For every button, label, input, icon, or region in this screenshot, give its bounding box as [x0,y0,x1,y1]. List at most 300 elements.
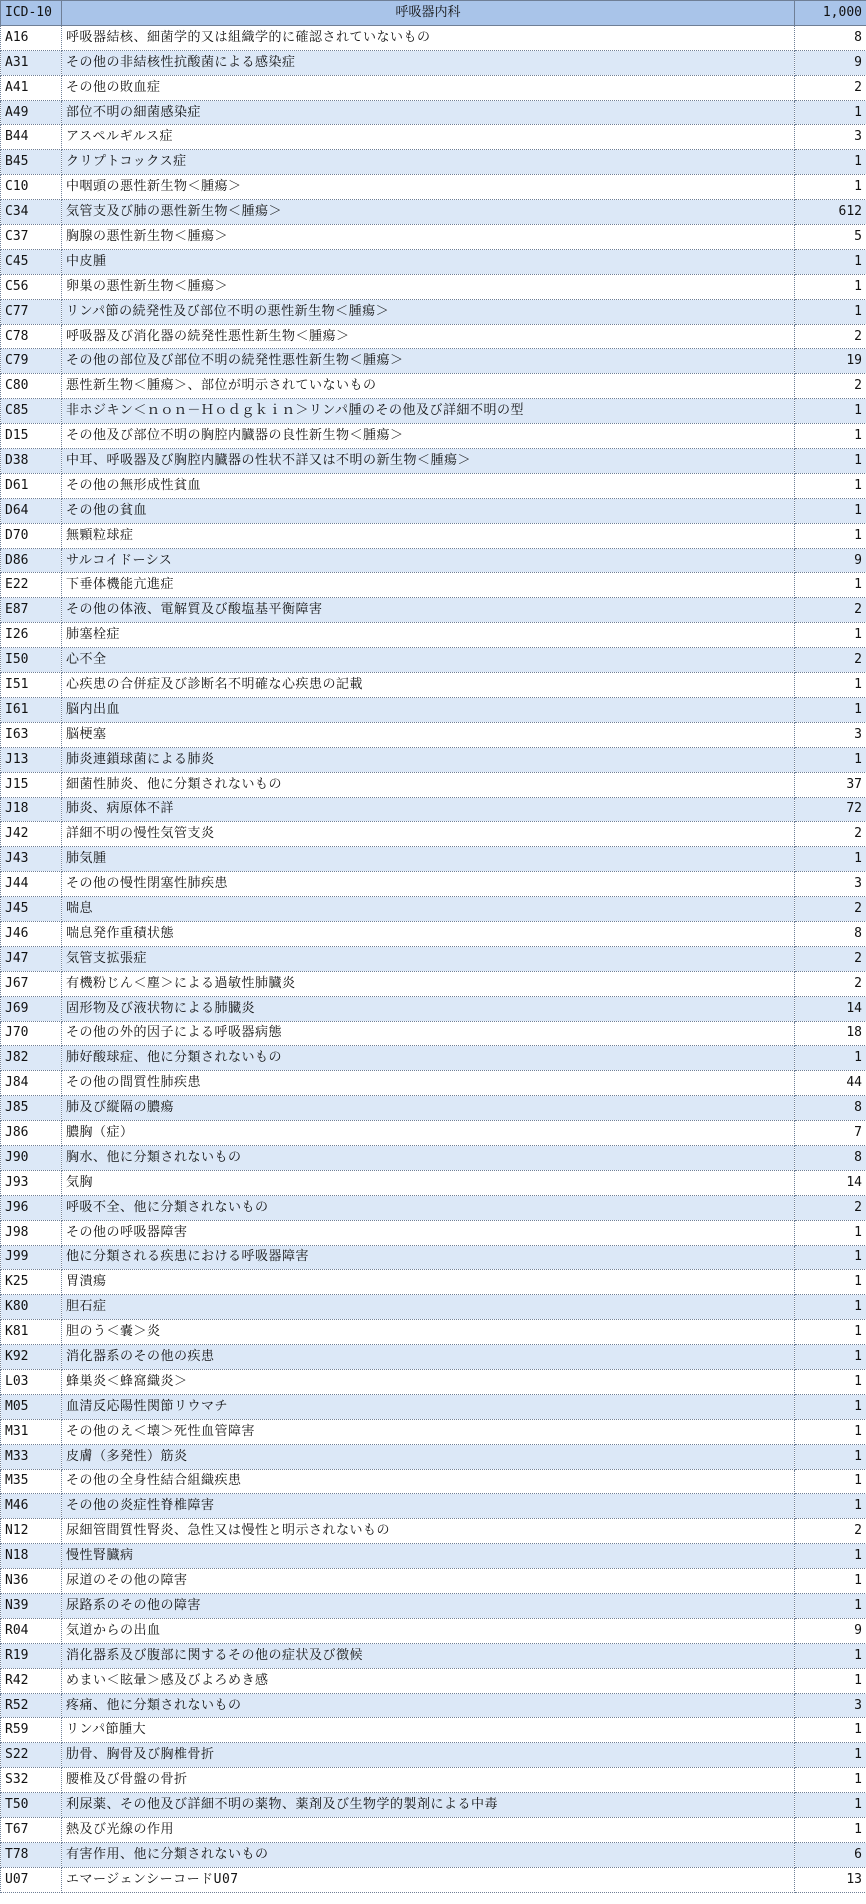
diagnosis-name-cell: 肺気腫 [62,847,795,872]
icd-code-cell: I51 [1,673,62,698]
table-row [1,772,866,797]
case-count-cell: 1 [795,473,866,498]
diagnosis-name-cell: 疼痛、他に分類されないもの [62,1693,795,1718]
table-row [1,349,866,374]
icd-code-cell: M05 [1,1394,62,1419]
diagnosis-name-cell: 尿細管間質性腎炎、急性又は慢性と明示されないもの [62,1519,795,1544]
diagnosis-name-cell: 脳内出血 [62,697,795,722]
case-count-cell: 1 [795,697,866,722]
case-count-cell: 1 [795,847,866,872]
diagnosis-name-cell: 喘息 [62,897,795,922]
case-count-cell: 1 [795,1419,866,1444]
table-row [1,449,866,474]
icd-code-cell: D38 [1,449,62,474]
case-count-cell: 1 [795,573,866,598]
icd-code-cell: J82 [1,1046,62,1071]
icd-code-cell: E22 [1,573,62,598]
case-count-cell: 1 [795,1594,866,1619]
diagnosis-name-cell: 気管支及び肺の悪性新生物＜腫瘍＞ [62,200,795,225]
icd-code-cell: J98 [1,1220,62,1245]
diagnosis-name-cell: 消化器系のその他の疾患 [62,1345,795,1370]
table-row [1,299,866,324]
case-count-cell: 1 [795,1643,866,1668]
diagnosis-name-cell: その他のえ＜壊＞死性血管障害 [62,1419,795,1444]
case-count-cell: 14 [795,1170,866,1195]
table-row [1,971,866,996]
diagnosis-name-cell: その他の外的因子による呼吸器病態 [62,1021,795,1046]
icd-code-cell: R52 [1,1693,62,1718]
table-row [1,872,866,897]
diagnosis-name-cell: 細菌性肺炎、他に分類されないもの [62,772,795,797]
diagnosis-name-cell: 呼吸器及び消化器の続発性悪性新生物＜腫瘍＞ [62,324,795,349]
icd-code-cell: J85 [1,1096,62,1121]
case-count-cell: 1 [795,424,866,449]
table-row [1,424,866,449]
diagnosis-name-cell: その他の呼吸器障害 [62,1220,795,1245]
table-row [1,25,866,50]
diagnosis-name-cell: 胸腺の悪性新生物＜腫瘍＞ [62,225,795,250]
icd-code-cell: K80 [1,1295,62,1320]
header-department: 呼吸器内科 [62,1,795,26]
diagnosis-name-cell: 胸水、他に分類されないもの [62,1145,795,1170]
diagnosis-name-cell: 有害作用、他に分類されないもの [62,1842,795,1867]
case-count-cell: 13 [795,1867,866,1892]
case-count-cell: 2 [795,1195,866,1220]
case-count-cell: 1 [795,1743,866,1768]
icd-code-cell: N18 [1,1544,62,1569]
case-count-cell: 5 [795,225,866,250]
diagnosis-name-cell: 皮膚（多発性）筋炎 [62,1444,795,1469]
diagnosis-name-cell: 肺及び縦隔の膿瘍 [62,1096,795,1121]
case-count-cell: 1 [795,1768,866,1793]
case-count-cell: 1 [795,1295,866,1320]
table-row [1,1544,866,1569]
table-row [1,1444,866,1469]
diagnosis-name-cell: 消化器系及び腹部に関するその他の症状及び徴候 [62,1643,795,1668]
icd-code-cell: J43 [1,847,62,872]
icd-code-cell: T67 [1,1818,62,1843]
icd-code-cell: K92 [1,1345,62,1370]
table-row [1,1145,866,1170]
icd-code-cell: J84 [1,1071,62,1096]
diagnosis-name-cell: 利尿薬、その他及び詳細不明の薬物、薬剤及び生物学的製剤による中毒 [62,1793,795,1818]
table-row [1,847,866,872]
diagnosis-name-cell: 慢性腎臓病 [62,1544,795,1569]
case-count-cell: 1 [795,399,866,424]
icd-code-cell: L03 [1,1369,62,1394]
diagnosis-name-cell: 喘息発作重積状態 [62,921,795,946]
table-row [1,1394,866,1419]
case-count-cell: 2 [795,75,866,100]
table-row [1,1519,866,1544]
case-count-cell: 2 [795,598,866,623]
diagnosis-name-cell: 肺好酸球症、他に分類されないもの [62,1046,795,1071]
diagnosis-name-cell: めまい＜眩暈＞感及びよろめき感 [62,1668,795,1693]
table-row [1,722,866,747]
table-row [1,75,866,100]
table-row [1,1469,866,1494]
icd-code-cell: M33 [1,1444,62,1469]
case-count-cell: 1 [795,150,866,175]
table-row [1,1668,866,1693]
case-count-cell: 1 [795,1469,866,1494]
case-count-cell: 1 [795,1444,866,1469]
icd-code-cell: K25 [1,1270,62,1295]
icd-code-cell: N36 [1,1569,62,1594]
case-count-cell: 1 [795,1046,866,1071]
table-row [1,1046,866,1071]
diagnosis-name-cell: 肺塞栓症 [62,623,795,648]
table-row [1,673,866,698]
table-row [1,1270,866,1295]
table-row [1,324,866,349]
table-row [1,274,866,299]
diagnosis-name-cell: 有機粉じん＜塵＞による過敏性肺臓炎 [62,971,795,996]
diagnosis-name-cell: 他に分類される疾患における呼吸器障害 [62,1245,795,1270]
diagnosis-name-cell: その他の部位及び部位不明の続発性悪性新生物＜腫瘍＞ [62,349,795,374]
table-row [1,573,866,598]
diagnosis-name-cell: その他の間質性肺疾患 [62,1071,795,1096]
diagnosis-name-cell: その他の炎症性脊椎障害 [62,1494,795,1519]
icd-code-cell: J69 [1,996,62,1021]
table-row [1,1793,866,1818]
icd-code-cell: A49 [1,100,62,125]
diagnosis-name-cell: 胆石症 [62,1295,795,1320]
diagnosis-name-cell: その他の全身性結合組織疾患 [62,1469,795,1494]
case-count-cell: 7 [795,1121,866,1146]
table-row [1,797,866,822]
table-row [1,648,866,673]
table-row [1,623,866,648]
diagnosis-name-cell: 中咽頭の悪性新生物＜腫瘍＞ [62,175,795,200]
diagnosis-name-cell: アスペルギルス症 [62,125,795,150]
case-count-cell: 1 [795,100,866,125]
table-row [1,1320,866,1345]
icd-code-cell: S22 [1,1743,62,1768]
case-count-cell: 6 [795,1842,866,1867]
icd-code-cell: D61 [1,473,62,498]
diagnosis-name-cell: 胃潰瘍 [62,1270,795,1295]
case-count-cell: 1 [795,1320,866,1345]
table-row [1,1842,866,1867]
case-count-cell: 1 [795,175,866,200]
icd-code-cell: J46 [1,921,62,946]
icd-code-cell: J70 [1,1021,62,1046]
case-count-cell: 1 [795,1494,866,1519]
diagnosis-name-cell: 肺炎連鎖球菌による肺炎 [62,747,795,772]
diagnosis-name-cell: 固形物及び液状物による肺臓炎 [62,996,795,1021]
table-row [1,1345,866,1370]
icd-code-cell: I50 [1,648,62,673]
table-row [1,473,866,498]
table-row [1,822,866,847]
case-count-cell: 1 [795,1270,866,1295]
diagnosis-name-cell: その他の貧血 [62,498,795,523]
icd-code-cell: C34 [1,200,62,225]
icd-code-cell: K81 [1,1320,62,1345]
diagnosis-name-cell: 非ホジキン＜ｎｏｎ－Ｈｏｄｇｋｉｎ＞リンパ腫のその他及び詳細不明の型 [62,399,795,424]
table-row [1,399,866,424]
case-count-cell: 1 [795,1220,866,1245]
table-row [1,1170,866,1195]
case-count-cell: 1 [795,1793,866,1818]
diagnosis-name-cell: 腰椎及び骨盤の骨折 [62,1768,795,1793]
icd-code-cell: A31 [1,50,62,75]
icd-code-cell: U07 [1,1867,62,1892]
table-row [1,50,866,75]
table-row [1,523,866,548]
diagnosis-name-cell: 肺炎、病原体不詳 [62,797,795,822]
table-row [1,1743,866,1768]
icd-code-cell: C45 [1,249,62,274]
icd-code-cell: T78 [1,1842,62,1867]
icd-code-cell: D64 [1,498,62,523]
table-row [1,1071,866,1096]
case-count-cell: 1 [795,1245,866,1270]
table-row [1,946,866,971]
case-count-cell: 3 [795,125,866,150]
diagnosis-name-cell: 呼吸不全、他に分類されないもの [62,1195,795,1220]
case-count-cell: 2 [795,1519,866,1544]
case-count-cell: 2 [795,897,866,922]
case-count-cell: 72 [795,797,866,822]
case-count-cell: 1 [795,249,866,274]
diagnosis-name-cell: その他の慢性閉塞性肺疾患 [62,872,795,897]
case-count-cell: 44 [795,1071,866,1096]
icd-code-cell: C56 [1,274,62,299]
table-row [1,598,866,623]
case-count-cell: 8 [795,1145,866,1170]
case-count-cell: 19 [795,349,866,374]
diagnosis-name-cell: その他及び部位不明の胸腔内臓器の良性新生物＜腫瘍＞ [62,424,795,449]
diagnosis-name-cell: 中耳、呼吸器及び胸腔内臓器の性状不詳又は不明の新生物＜腫瘍＞ [62,449,795,474]
icd-code-cell: I63 [1,722,62,747]
case-count-cell: 1 [795,1668,866,1693]
icd-code-cell: N39 [1,1594,62,1619]
case-count-cell: 9 [795,50,866,75]
table-row [1,1419,866,1444]
table-row [1,697,866,722]
icd-code-cell: N12 [1,1519,62,1544]
table-row [1,1245,866,1270]
icd-code-cell: M46 [1,1494,62,1519]
diagnosis-name-cell: 中皮腫 [62,249,795,274]
diagnosis-name-cell: 無顆粒球症 [62,523,795,548]
icd-code-cell: E87 [1,598,62,623]
table-row [1,1369,866,1394]
icd-code-cell: D15 [1,424,62,449]
icd-code-cell: B45 [1,150,62,175]
case-count-cell: 14 [795,996,866,1021]
table-row [1,374,866,399]
icd-code-cell: C79 [1,349,62,374]
table-row [1,548,866,573]
table-row [1,1295,866,1320]
icd-code-cell: C10 [1,175,62,200]
diagnosis-name-cell: その他の敗血症 [62,75,795,100]
diagnosis-name-cell: 気胸 [62,1170,795,1195]
case-count-cell: 1 [795,299,866,324]
table-row [1,225,866,250]
diagnosis-name-cell: クリプトコックス症 [62,150,795,175]
diagnosis-name-cell: リンパ節の続発性及び部位不明の悪性新生物＜腫瘍＞ [62,299,795,324]
case-count-cell: 8 [795,921,866,946]
header-icd10: ICD-10 [1,1,62,26]
table-row [1,100,866,125]
icd-code-cell: B44 [1,125,62,150]
icd-code-cell: A41 [1,75,62,100]
icd-code-cell: J67 [1,971,62,996]
table-row [1,1594,866,1619]
diagnosis-name-cell: 尿路系のその他の障害 [62,1594,795,1619]
diagnosis-name-cell: 部位不明の細菌感染症 [62,100,795,125]
diagnosis-name-cell: 下垂体機能亢進症 [62,573,795,598]
table-row [1,921,866,946]
table-row [1,200,866,225]
diagnosis-name-cell: 膿胸（症） [62,1121,795,1146]
diagnosis-name-cell: 気道からの出血 [62,1618,795,1643]
icd-code-cell: I61 [1,697,62,722]
case-count-cell: 1 [795,1369,866,1394]
icd-code-cell: C78 [1,324,62,349]
icd-code-cell: J99 [1,1245,62,1270]
icd-code-cell: A16 [1,25,62,50]
icd-code-cell: J13 [1,747,62,772]
case-count-cell: 18 [795,1021,866,1046]
diagnosis-name-cell: 心疾患の合併症及び診断名不明確な心疾患の記載 [62,673,795,698]
diagnosis-name-cell: 熱及び光線の作用 [62,1818,795,1843]
icd-code-cell: J47 [1,946,62,971]
case-count-cell: 1 [795,1569,866,1594]
table-row [1,1096,866,1121]
icd-code-cell: J86 [1,1121,62,1146]
case-count-cell: 2 [795,324,866,349]
case-count-cell: 1 [795,1394,866,1419]
icd-code-cell: C85 [1,399,62,424]
icd-code-cell: C77 [1,299,62,324]
table-row [1,1643,866,1668]
icd-code-cell: R19 [1,1643,62,1668]
diagnosis-name-cell: 詳細不明の慢性気管支炎 [62,822,795,847]
table-body [1,25,866,1892]
icd-code-cell: J96 [1,1195,62,1220]
icd-code-cell: J18 [1,797,62,822]
case-count-cell: 1 [795,623,866,648]
diagnosis-name-cell: 悪性新生物＜腫瘍＞、部位が明示されていないもの [62,374,795,399]
case-count-cell: 2 [795,374,866,399]
icd-code-cell: J90 [1,1145,62,1170]
case-count-cell: 1 [795,1544,866,1569]
diagnosis-name-cell: 血清反応陽性関節リウマチ [62,1394,795,1419]
case-count-cell: 1 [795,274,866,299]
icd-code-cell: M35 [1,1469,62,1494]
icd-code-cell: J42 [1,822,62,847]
table-row [1,1569,866,1594]
case-count-cell: 2 [795,648,866,673]
icd-code-cell: D70 [1,523,62,548]
case-count-cell: 8 [795,1096,866,1121]
case-count-cell: 8 [795,25,866,50]
table-row [1,1121,866,1146]
table-row [1,1021,866,1046]
icd-code-cell: R04 [1,1618,62,1643]
icd-code-cell: I26 [1,623,62,648]
case-count-cell: 3 [795,722,866,747]
table-header [1,1,866,26]
table-row [1,1220,866,1245]
table-row [1,1818,866,1843]
case-count-cell: 1 [795,1818,866,1843]
diagnosis-name-cell: サルコイドーシス [62,548,795,573]
diagnosis-name-cell: 気管支拡張症 [62,946,795,971]
case-count-cell: 1 [795,673,866,698]
case-count-cell: 3 [795,1693,866,1718]
table-row [1,150,866,175]
case-count-cell: 2 [795,946,866,971]
table-row [1,1195,866,1220]
diagnosis-name-cell: 尿道のその他の障害 [62,1569,795,1594]
case-count-cell: 1 [795,1345,866,1370]
table-row [1,249,866,274]
table-row [1,1693,866,1718]
case-count-cell: 37 [795,772,866,797]
diagnosis-name-cell: 蜂巣炎＜蜂窩織炎＞ [62,1369,795,1394]
diagnosis-name-cell: 呼吸器結核、細菌学的又は組織学的に確認されていないもの [62,25,795,50]
diagnosis-name-cell: 肋骨、胸骨及び胸椎骨折 [62,1743,795,1768]
icd-code-cell: D86 [1,548,62,573]
case-count-cell: 1 [795,1718,866,1743]
table-row [1,1618,866,1643]
table-row [1,1867,866,1892]
case-count-cell: 1 [795,449,866,474]
diagnosis-name-cell: リンパ節腫大 [62,1718,795,1743]
diagnosis-name-cell: その他の非結核性抗酸菌による感染症 [62,50,795,75]
table-row [1,747,866,772]
case-count-cell: 1 [795,498,866,523]
case-count-cell: 1 [795,523,866,548]
diagnosis-name-cell: 心不全 [62,648,795,673]
icd-code-cell: R42 [1,1668,62,1693]
case-count-cell: 1 [795,747,866,772]
icd-code-cell: R59 [1,1718,62,1743]
icd-code-cell: J45 [1,897,62,922]
case-count-cell: 9 [795,548,866,573]
case-count-cell: 612 [795,200,866,225]
icd-code-cell: J93 [1,1170,62,1195]
diagnosis-name-cell: 卵巣の悪性新生物＜腫瘍＞ [62,274,795,299]
table-row [1,175,866,200]
case-count-cell: 9 [795,1618,866,1643]
diagnosis-name-cell: その他の体液、電解質及び酸塩基平衡障害 [62,598,795,623]
case-count-cell: 2 [795,822,866,847]
diagnosis-name-cell: 脳梗塞 [62,722,795,747]
diagnosis-name-cell: エマージェンシーコードU07 [62,1867,795,1892]
header-total: 1,000 [795,1,866,26]
header-row [1,1,866,26]
icd-code-cell: S32 [1,1768,62,1793]
table-row [1,1768,866,1793]
icd-code-cell: T50 [1,1793,62,1818]
case-count-cell: 3 [795,872,866,897]
case-count-cell: 2 [795,971,866,996]
table-row [1,125,866,150]
diagnosis-name-cell: 胆のう＜嚢＞炎 [62,1320,795,1345]
table-row [1,897,866,922]
table-row [1,1718,866,1743]
icd-code-cell: M31 [1,1419,62,1444]
icd-code-cell: C37 [1,225,62,250]
table-row [1,1494,866,1519]
